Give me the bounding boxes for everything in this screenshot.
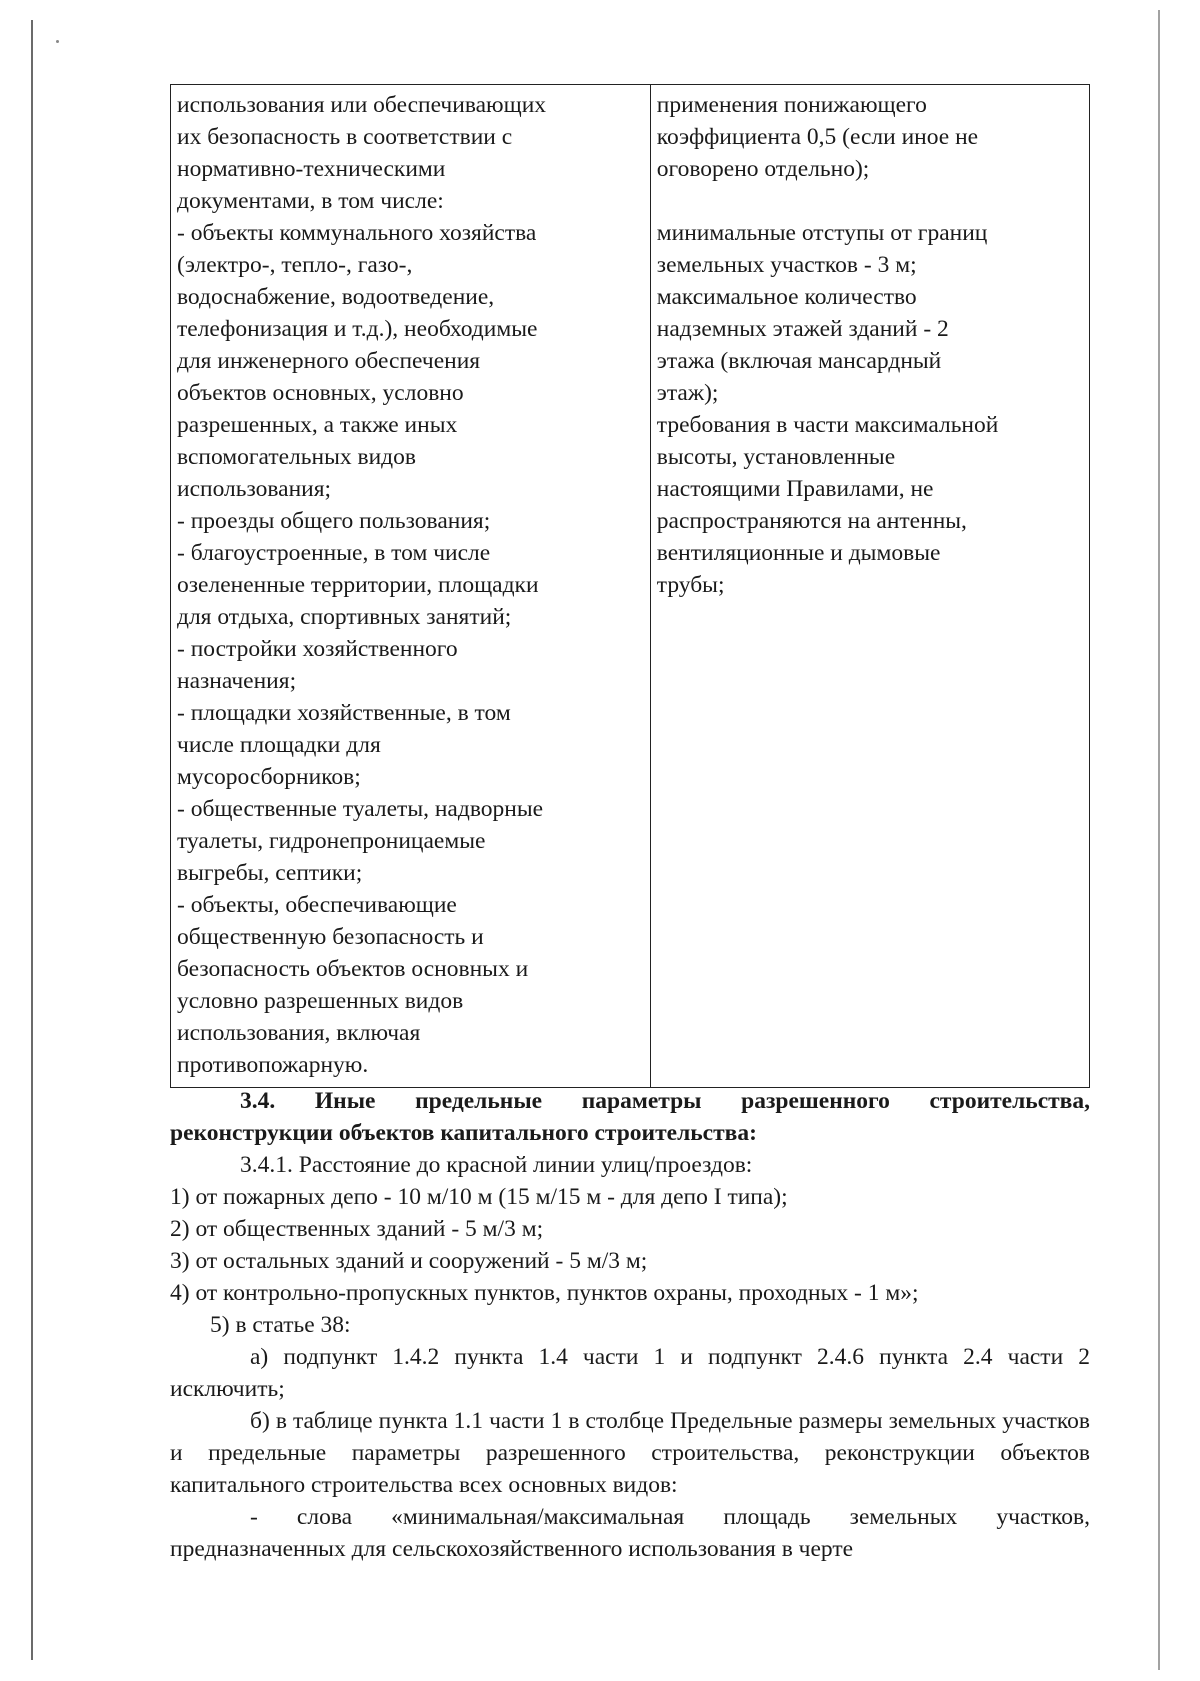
cell-line: использования или обеспечивающих <box>177 92 547 118</box>
paragraph: а) подпункт 1.4.2 пункта 1.4 части 1 и подпункт 2.4.6 пункта 2.4 части 2 исключить; <box>170 1344 1090 1402</box>
document-body <box>170 1085 1090 1565</box>
cell-line: разрешенных, а также иных <box>177 412 458 438</box>
cell-line: - проезды общего пользования; <box>177 508 491 534</box>
cell-line: для инженерного обеспечения <box>177 348 481 374</box>
cell-line: использования, включая <box>177 1020 421 1046</box>
cell-line: высоты, установленные <box>656 444 896 470</box>
cell-line: назначения; <box>177 668 297 694</box>
list-item: 1) от пожарных депо - 10 м/10 м (15 м/15 м - для депо I типа); <box>170 1184 788 1210</box>
list-item: 4) от контрольно-пропускных пунктов, пунктов охраны, проходных - 1 м»; <box>170 1280 919 1306</box>
cell-line: этаж); <box>656 380 719 406</box>
cell-line: для отдыха, спортивных занятий; <box>177 604 512 630</box>
list-item: 5) в статье 38: <box>210 1312 351 1338</box>
cell-line: трубы; <box>656 572 725 598</box>
cell-line: распространяются на антенны, <box>656 508 967 534</box>
cell-line: безопасность объектов основных и <box>177 956 529 982</box>
cell-line: выгребы, септики; <box>177 860 363 886</box>
cell-line: - объекты, обеспечивающие <box>177 892 457 918</box>
cell-line: озелененные территории, площадки <box>177 572 539 598</box>
cell-line: оговорено отдельно); <box>656 156 870 182</box>
cell-line: мусоросборников; <box>177 764 361 790</box>
cell-line: телефонизация и т.д.), необходимые <box>177 316 538 342</box>
cell-line: вспомогательных видов <box>177 444 416 470</box>
cell-spacer <box>657 185 1083 217</box>
cell-line: туалеты, гидронепроницаемые <box>177 828 486 854</box>
cell-line: объектов основных, условно <box>177 380 464 406</box>
scan-edge-left <box>31 20 33 1660</box>
list-item: 3) от остальных зданий и сооружений - 5 м/3 м; <box>170 1248 648 1274</box>
cell-line: водоснабжение, водоотведение, <box>177 284 495 310</box>
cell-line: настоящими Правилами, не <box>656 476 934 502</box>
cell-line: нормативно-техническими <box>177 156 446 182</box>
scan-edge-right <box>1158 10 1160 1670</box>
cell-line: - общественные туалеты, надворные <box>177 796 544 822</box>
cell-line: надземных этажей зданий - 2 <box>656 316 949 342</box>
cell-line: коэффициента 0,5 (если иное не <box>656 124 979 150</box>
table-row <box>171 85 1090 1088</box>
cell-line: этажа (включая мансардный <box>656 348 942 374</box>
subsection-heading: 3.4.1. Расстояние до красной линии улиц/проездов: <box>240 1152 753 1178</box>
cell-line: использования; <box>177 476 332 502</box>
cell-line: земельных участков - 3 м; <box>656 252 917 278</box>
section-heading: 3.4. Иные предельные параметры разрешенного строительства, реконструкции объектов капитального строительства: <box>170 1088 1090 1146</box>
cell-line: условно разрешенных видов <box>177 988 464 1014</box>
cell-line: - постройки хозяйственного <box>177 636 458 662</box>
cell-line: (электро-, тепло-, газо-, <box>177 252 413 278</box>
cell-line: общественную безопасность и <box>177 924 484 950</box>
cell-line: максимальное количество <box>656 284 917 310</box>
cell-line: минимальные отступы от границ <box>656 220 988 246</box>
cell-line: числе площадки для <box>177 732 381 758</box>
cell-line: вентиляционные и дымовые <box>656 540 941 566</box>
cell-line: требования в части максимальной <box>656 412 999 438</box>
cell-line: документами, в том числе: <box>177 188 444 214</box>
regulations-table <box>170 84 1090 1088</box>
table-cell-left <box>171 85 651 1088</box>
paragraph: - слова «минимальная/максимальная площадь земельных участков, предназначенных для сельскохозяйственного использования в черте <box>170 1504 1090 1562</box>
cell-line: их безопасность в соответствии с <box>177 124 513 150</box>
cell-line: применения понижающего <box>656 92 927 118</box>
cell-line: - площадки хозяйственные, в том <box>177 700 511 726</box>
table-cell-right <box>650 85 1089 1088</box>
cell-line: - благоустроенные, в том числе <box>177 540 491 566</box>
scan-speck <box>56 40 59 43</box>
cell-line: противопожарную. <box>177 1052 369 1078</box>
paragraph: б) в таблице пункта 1.1 части 1 в столбце Предельные размеры земельных участков и предельные параметры разрешенного строительства, реконструкции объектов капитального строительства всех основных видов: <box>170 1408 1090 1498</box>
cell-line: - объекты коммунального хозяйства <box>177 220 537 246</box>
list-item: 2) от общественных зданий - 5 м/3 м; <box>170 1216 544 1242</box>
